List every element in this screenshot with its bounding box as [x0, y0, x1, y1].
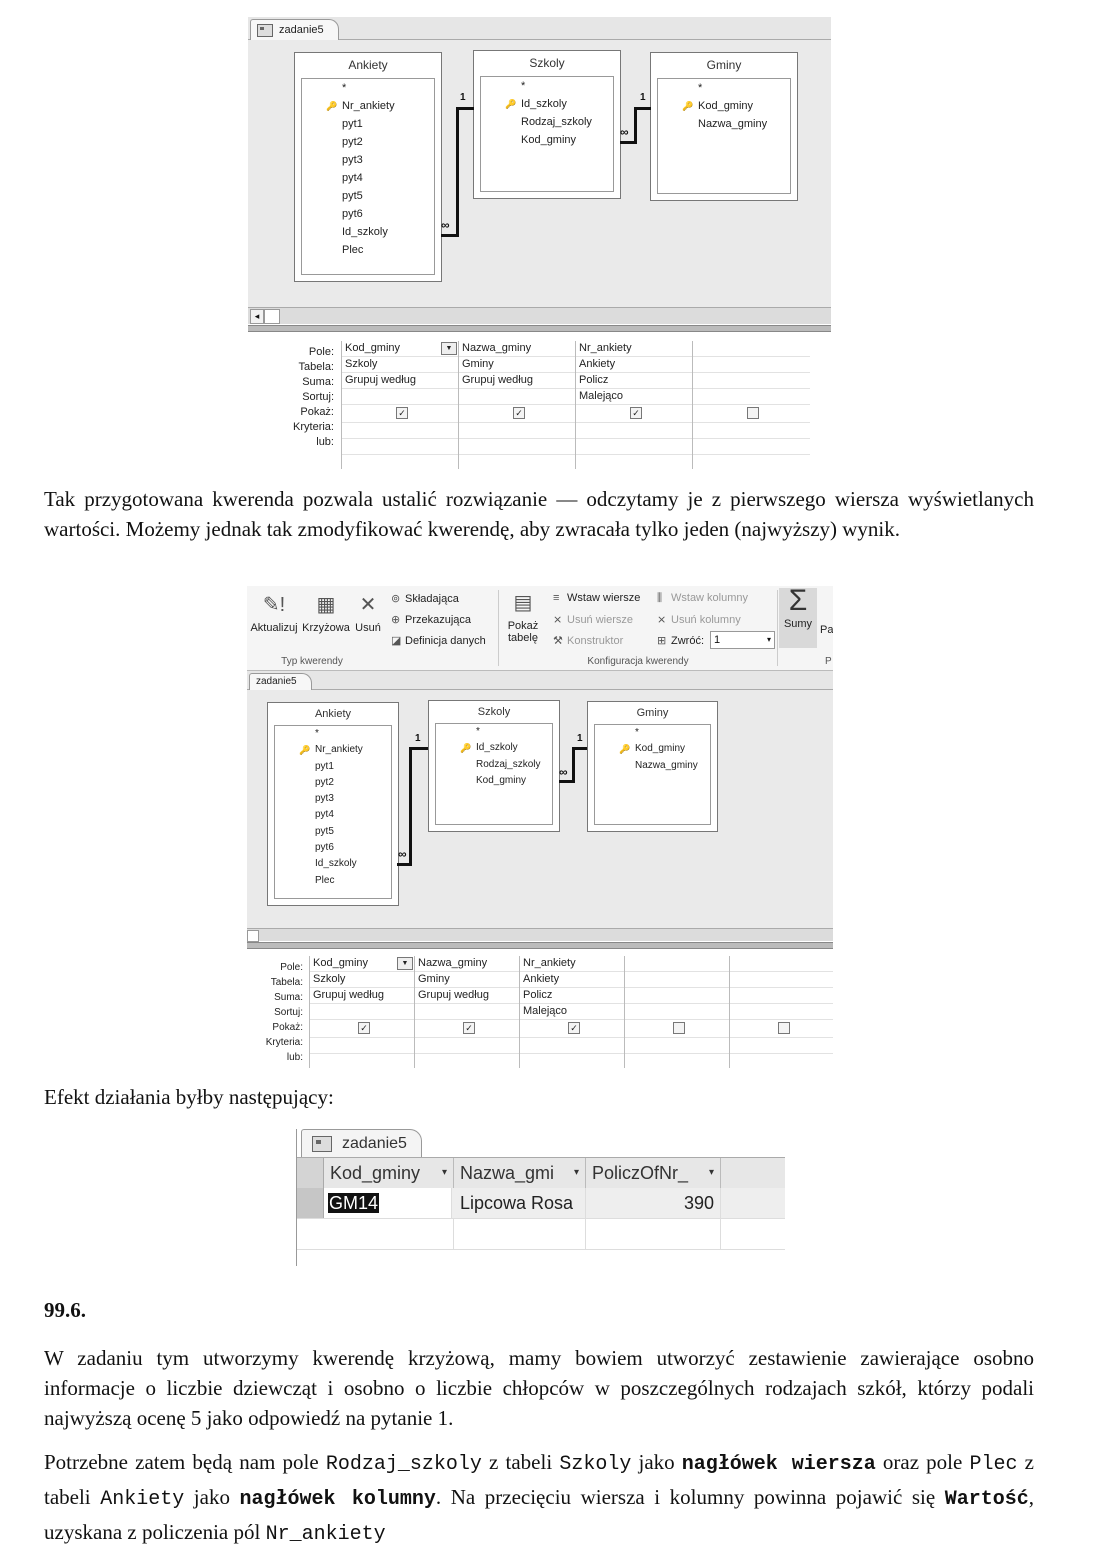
- scroll-thumb[interactable]: [264, 309, 280, 324]
- grid-cell-suma[interactable]: Grupuj według: [342, 373, 459, 389]
- grid-cell-kryteria[interactable]: [342, 423, 459, 439]
- query-type-group-label: Typ kwerendy: [281, 656, 343, 667]
- grid-cell-sortuj[interactable]: Malejąco: [576, 389, 693, 405]
- paragraph-2: Efekt działania byłby następujący:: [44, 1085, 334, 1109]
- grid-cell-sortuj[interactable]: [693, 389, 810, 405]
- query-result-datasheet: [296, 1129, 785, 1266]
- table-gminy[interactable]: [587, 701, 718, 832]
- grid-cell-tabela[interactable]: Szkoly: [342, 357, 459, 373]
- field-item[interactable]: pyt1: [342, 118, 363, 130]
- grid-cell-pole[interactable]: Kod_gminy ▼: [342, 341, 459, 357]
- definition-icon: ◪: [391, 635, 402, 647]
- grid-cell-kryteria[interactable]: [625, 1038, 730, 1054]
- grid-cell-pokaz: [342, 407, 459, 423]
- query-icon: [257, 24, 273, 37]
- grid-icon: ▦: [316, 594, 336, 616]
- primary-key-field[interactable]: 🔑 Kod_gminy: [658, 97, 790, 115]
- relationship-line: [559, 780, 573, 783]
- builder-button[interactable]: ⚒ Konstruktor: [553, 635, 624, 647]
- grid-cell-pokaz: [730, 1022, 833, 1038]
- relationship-many-label: ∞: [441, 218, 450, 232]
- cell-kod-gminy[interactable]: GM14: [324, 1188, 452, 1218]
- grid-row-label: Tabela:: [270, 977, 303, 988]
- table-design-area[interactable]: [248, 40, 831, 307]
- insert-columns-button[interactable]: ⫼ Wstaw kolumny: [657, 592, 749, 604]
- query-grid: [247, 956, 833, 1068]
- grid-row-labels: [248, 345, 338, 450]
- grid-cell-suma[interactable]: [693, 373, 810, 389]
- document-tab-bar: [247, 671, 833, 690]
- field-item[interactable]: pyt2: [315, 776, 334, 788]
- grid-cell-pokaz: [459, 407, 576, 423]
- grid-cell-sortuj[interactable]: [415, 1004, 520, 1020]
- grid-cell-pokaz: [693, 407, 810, 423]
- table-gminy[interactable]: [650, 52, 798, 201]
- primary-key-field[interactable]: 🔑 Kod_gminy: [595, 741, 710, 757]
- select-all-cell[interactable]: [297, 1158, 324, 1188]
- grid-cell-lub[interactable]: [310, 1054, 415, 1068]
- chevron-down-icon[interactable]: ▼: [397, 957, 413, 970]
- column-header-policz[interactable]: PoliczOfNr_ ▾: [586, 1158, 721, 1188]
- grid-cell-pole[interactable]: [693, 341, 810, 357]
- cell-nazwa-gminy[interactable]: Lipcowa Rosa: [454, 1188, 586, 1218]
- delete-query-button[interactable]: ✕ Usuń: [355, 594, 381, 634]
- delete-rows-icon: ⨯: [553, 614, 563, 626]
- scroll-left-icon[interactable]: ◂: [250, 309, 264, 324]
- data-definition-button[interactable]: ◪ Definicja danych: [391, 635, 486, 647]
- grid-cell-suma[interactable]: Policz: [520, 988, 625, 1004]
- insert-rows-icon: ≡: [553, 592, 560, 604]
- document-tab-bar: [248, 17, 831, 40]
- field-item[interactable]: pyt6: [315, 842, 334, 854]
- grid-cell-kryteria[interactable]: [693, 423, 810, 439]
- grid-cell-sortuj[interactable]: [625, 1004, 730, 1020]
- grid-cell-sortuj[interactable]: [342, 389, 459, 405]
- table-title: Szkoly: [477, 706, 511, 718]
- grid-cell-lub[interactable]: [576, 455, 693, 469]
- grid-row-label: Pole:: [280, 962, 303, 973]
- table-row[interactable]: [297, 1188, 785, 1219]
- chevron-down-icon[interactable]: ▾: [573, 1167, 579, 1178]
- grid-cell-sortuj[interactable]: [730, 1004, 833, 1020]
- show-checkbox[interactable]: ✓: [513, 407, 525, 419]
- primary-key-field[interactable]: 🔑 Nr_ankiety: [275, 742, 391, 758]
- primary-key-field[interactable]: 🔑 Id_szkoly: [481, 95, 613, 113]
- field-item[interactable]: Id_szkoly: [342, 226, 388, 238]
- grid-row-label: Pole:: [308, 346, 334, 358]
- grid-cell-pokaz: [520, 1022, 625, 1038]
- relationship-one-label: 1: [640, 92, 646, 103]
- show-checkbox[interactable]: ✓: [463, 1022, 475, 1034]
- field-item[interactable]: Rodzaj_szkoly: [521, 116, 592, 128]
- field-item[interactable]: Id_szkoly: [315, 858, 357, 870]
- insert-rows-button[interactable]: ≡ Wstaw wiersze: [553, 592, 641, 604]
- all-fields-item[interactable]: *: [635, 727, 639, 738]
- grid-cell-tabela[interactable]: [730, 972, 833, 988]
- show-checkbox[interactable]: ✓: [396, 407, 408, 419]
- table-szkoly[interactable]: [428, 700, 560, 832]
- section-number: 99.6.: [44, 1298, 86, 1322]
- grid-row-label: Kryteria:: [293, 421, 334, 433]
- field-item[interactable]: pyt5: [342, 190, 363, 202]
- grid-cell-lub[interactable]: [415, 1054, 520, 1068]
- grid-column[interactable]: [414, 956, 520, 1068]
- grid-row-label: Sortuj:: [302, 391, 334, 403]
- grid-cell-pole[interactable]: Kod_gminy ▼: [310, 956, 415, 972]
- table-icon: ▤: [513, 592, 533, 614]
- all-fields-item[interactable]: *: [698, 82, 703, 94]
- all-fields-item[interactable]: *: [521, 80, 526, 92]
- grid-cell-tabela[interactable]: [625, 972, 730, 988]
- ribbon: [247, 586, 833, 671]
- field-item[interactable]: pyt1: [315, 760, 334, 772]
- show-checkbox[interactable]: [673, 1022, 685, 1034]
- document-tab[interactable]: zadanie5: [249, 673, 312, 690]
- grid-row-label: Suma:: [274, 992, 303, 1003]
- field-item[interactable]: Nazwa_gminy: [698, 118, 768, 130]
- paragraph-1: Tak przygotowana kwerenda pozwala ustalić rozwiązanie — odczytamy je z pierwszego wiersza wyświetlanych wartości. Możemy jednak tak zmodyfikować kwerendę, aby zwracała tylko jeden (najwyższy) wynik.: [44, 487, 1034, 541]
- grid-row-label: Pokaż:: [272, 1022, 303, 1033]
- update-query-button[interactable]: ✎! Aktualizuj: [250, 594, 298, 634]
- relationship-line: [441, 234, 457, 237]
- grid-cell-kryteria[interactable]: [310, 1038, 415, 1054]
- show-checkbox[interactable]: ✓: [630, 407, 642, 419]
- grid-cell-suma[interactable]: Policz: [576, 373, 693, 389]
- result-tab[interactable]: zadanie5: [301, 1129, 422, 1158]
- field-item[interactable]: Rodzaj_szkoly: [476, 758, 541, 770]
- primary-key-field[interactable]: 🔑 Nr_ankiety: [302, 97, 434, 115]
- grid-column[interactable]: [729, 956, 833, 1068]
- passthrough-query-button[interactable]: ⊕ Przekazująca: [391, 614, 472, 626]
- paragraph-4: Potrzebne zatem będą nam pole Rodzaj_szkoly z tabeli Szkoly jako nagłówek wiersza oraz pole Plec z tabeli Ankiety jako nagłówek kolumny. Na przecięciu wiersza i kolumny powinna pojawić się Wartość, uzyskana z policzenia pól Nr_ankiety: [44, 1450, 1035, 1546]
- grid-cell-pole[interactable]: [625, 956, 730, 972]
- grid-cell-tabela[interactable]: Ankiety: [520, 972, 625, 988]
- field-item[interactable]: pyt3: [342, 154, 363, 166]
- document-tab-label: zadanie5: [279, 24, 324, 36]
- grid-cell-tabela[interactable]: Szkoly: [310, 972, 415, 988]
- datasheet-header-row: [297, 1157, 785, 1188]
- grid-cell-lub[interactable]: [459, 455, 576, 469]
- grid-cell-pokaz: [625, 1022, 730, 1038]
- table-title: Ankiety: [348, 58, 388, 72]
- row-selector[interactable]: [297, 1188, 324, 1218]
- grid-cell-pokaz: [310, 1022, 415, 1038]
- grid-cell-tabela[interactable]: Gminy: [415, 972, 520, 988]
- chevron-down-icon[interactable]: ▼: [441, 342, 457, 355]
- grid-cell-kryteria[interactable]: [730, 1038, 833, 1054]
- column-header-kod-gminy[interactable]: Kod_gminy ▾: [324, 1158, 454, 1188]
- chevron-down-icon[interactable]: ▾: [441, 1167, 447, 1178]
- column-header-nazwa-gminy[interactable]: Nazwa_gmi ▾: [454, 1158, 586, 1188]
- paragraph-3: W zadaniu tym utworzymy kwerendę krzyżową, mamy bowiem utworzyć zestawienie zawierające osobno informacje o liczbie dziewcząt i osobno o liczbie chłopców w poszczególnych rodzajach szkół, którzy podali najwyższą ocenę 5 jako odpowiedź na pytanie 1.: [44, 1346, 1034, 1430]
- show-checkbox[interactable]: ✓: [568, 1022, 580, 1034]
- grid-cell-sortuj[interactable]: [310, 1004, 415, 1020]
- return-icon: ⊞: [657, 635, 667, 647]
- new-record-row[interactable]: [297, 1219, 785, 1250]
- table-title: Szkoly: [529, 56, 565, 70]
- query-design-screenshot-2: [247, 586, 833, 1068]
- grid-column[interactable]: [624, 956, 730, 1068]
- grid-cell-suma[interactable]: Grupuj według: [310, 988, 415, 1004]
- scroll-thumb[interactable]: [247, 930, 259, 942]
- grid-row-label: Tabela:: [298, 361, 334, 373]
- query-design-screenshot-1: [248, 17, 831, 469]
- field-item[interactable]: pyt5: [315, 825, 334, 837]
- field-item[interactable]: pyt4: [342, 172, 363, 184]
- delete-rows-button[interactable]: ⨯ Usuń wiersze: [553, 614, 634, 626]
- table-title: Gminy: [636, 707, 669, 719]
- table-title: Ankiety: [314, 708, 352, 720]
- relationship-one-label: 1: [460, 92, 466, 103]
- grid-cell-lub[interactable]: [730, 1054, 833, 1068]
- grid-row-label: Pokaż:: [300, 406, 334, 418]
- primary-key-field[interactable]: 🔑 Id_szkoly: [436, 740, 552, 756]
- table-ankiety[interactable]: [267, 702, 399, 906]
- field-item[interactable]: pyt2: [342, 136, 363, 148]
- grid-cell-lub[interactable]: [693, 439, 810, 455]
- show-checkbox[interactable]: ✓: [358, 1022, 370, 1034]
- query-grid: [248, 341, 831, 469]
- field-item[interactable]: pyt6: [342, 208, 363, 220]
- pencil-icon: ✎!: [262, 594, 286, 616]
- show-checkbox[interactable]: [747, 407, 759, 419]
- chevron-down-icon[interactable]: ▾: [708, 1167, 714, 1178]
- query-icon: [312, 1136, 332, 1152]
- sigma-icon: Σ: [788, 586, 808, 617]
- grid-cell-suma[interactable]: Grupuj według: [415, 988, 520, 1004]
- insert-columns-icon: ⫼: [657, 592, 663, 604]
- grid-cell-tabela[interactable]: [693, 357, 810, 373]
- field-item[interactable]: pyt3: [315, 793, 334, 805]
- pane-splitter[interactable]: [248, 325, 831, 332]
- grid-cell-kryteria[interactable]: [520, 1038, 625, 1054]
- pane-splitter[interactable]: [247, 942, 833, 949]
- grid-row-label: Sortuj:: [274, 1007, 303, 1018]
- grid-cell-pole[interactable]: Nr_ankiety: [576, 341, 693, 357]
- grid-cell-kryteria[interactable]: [415, 1038, 520, 1054]
- totals-button[interactable]: Σ Sumy: [779, 588, 817, 648]
- grid-cell-suma[interactable]: [625, 988, 730, 1004]
- builder-icon: ⚒: [553, 635, 563, 647]
- grid-column[interactable]: [519, 956, 625, 1068]
- all-fields-item[interactable]: *: [476, 726, 480, 737]
- query-setup-group-label: Konfiguracja kwerendy: [587, 656, 689, 667]
- grid-column[interactable]: [575, 341, 693, 469]
- grid-cell-lub[interactable]: [459, 439, 576, 455]
- grid-column[interactable]: [341, 341, 459, 469]
- grid-cell-pole[interactable]: Nazwa_gminy: [415, 956, 520, 972]
- grid-row-labels: [247, 960, 307, 1065]
- grid-column[interactable]: [458, 341, 576, 469]
- parameters-button-cut[interactable]: Pa: [820, 624, 833, 636]
- cell-count[interactable]: 390: [586, 1188, 721, 1218]
- grid-cell-pokaz: [415, 1022, 520, 1038]
- all-fields-item[interactable]: *: [342, 82, 347, 94]
- grid-cell-lub[interactable]: [342, 455, 459, 469]
- union-query-button[interactable]: ⊚ Składająca: [391, 593, 459, 605]
- grid-row-label: lub:: [286, 1052, 303, 1063]
- grid-row-label: lub:: [316, 436, 334, 448]
- grid-cell-kryteria[interactable]: [576, 423, 693, 439]
- table-title: Gminy: [706, 58, 742, 72]
- grid-cell-pole[interactable]: [730, 956, 833, 972]
- return-label: ⊞ Zwróć:: [657, 635, 704, 647]
- all-fields-item[interactable]: *: [315, 728, 319, 739]
- field-item[interactable]: pyt4: [315, 809, 334, 821]
- grid-cell-sortuj[interactable]: Malejąco: [520, 1004, 625, 1020]
- relationship-many-label: ∞: [620, 125, 629, 139]
- grid-row-label: Kryteria:: [265, 1037, 303, 1048]
- delete-columns-button[interactable]: ⨯ Usuń kolumny: [657, 614, 741, 626]
- grid-cell-lub[interactable]: [342, 439, 459, 455]
- grid-cell-lub[interactable]: [693, 455, 810, 469]
- document-tab[interactable]: [250, 19, 339, 40]
- field-item[interactable]: Kod_gminy: [476, 774, 527, 786]
- grid-cell-pole[interactable]: Nazwa_gminy: [459, 341, 576, 357]
- crosstab-query-button[interactable]: ▦ Krzyżowa: [302, 594, 350, 634]
- grid-cell-suma[interactable]: [730, 988, 833, 1004]
- grid-cell-tabela[interactable]: Gminy: [459, 357, 576, 373]
- field-item[interactable]: Plec: [342, 244, 364, 256]
- table-ankiety[interactable]: [294, 52, 442, 282]
- grid-cell-lub[interactable]: [576, 439, 693, 455]
- table-design-area[interactable]: Ankiety * 🔑 Nr_ankiety pyt1 pyt2 pyt3 pyt4 pyt5 pyt6 Id_szkoly Plec Szkoly * 🔑 Id_szkoly Rodzaj_szkoly Kod_gminy Gminy * 🔑 Kod_gminy Nazwa_gminy 1 ∞ 1 ∞: [247, 690, 833, 928]
- union-icon: ⊚: [391, 593, 401, 605]
- grid-cell-pokaz: [576, 407, 693, 423]
- horizontal-scrollbar[interactable]: [248, 307, 831, 324]
- grid-cell-lub[interactable]: [520, 1054, 625, 1068]
- group-label-cut: P: [825, 656, 832, 667]
- return-select[interactable]: 1 ▾: [710, 631, 775, 649]
- delete-icon: ✕: [359, 594, 377, 616]
- field-item[interactable]: Kod_gminy: [521, 134, 577, 146]
- field-item[interactable]: Plec: [315, 874, 335, 886]
- grid-cell-pole[interactable]: Nr_ankiety: [520, 956, 625, 972]
- chevron-down-icon: ▾: [766, 635, 771, 644]
- grid-cell-tabela[interactable]: Ankiety: [576, 357, 693, 373]
- delete-columns-icon: ⨯: [657, 614, 667, 626]
- globe-icon: ⊕: [391, 614, 401, 626]
- grid-cell-kryteria[interactable]: [459, 423, 576, 439]
- horizontal-scrollbar[interactable]: [247, 928, 833, 941]
- show-checkbox[interactable]: [778, 1022, 790, 1034]
- grid-cell-suma[interactable]: Grupuj według: [459, 373, 576, 389]
- show-table-button[interactable]: ▤ Pokaż tabelę: [507, 592, 539, 644]
- field-item[interactable]: Nazwa_gminy: [635, 759, 698, 771]
- grid-cell-lub[interactable]: [625, 1054, 730, 1068]
- table-szkoly[interactable]: [473, 50, 621, 199]
- grid-cell-sortuj[interactable]: [459, 389, 576, 405]
- grid-row-label: Suma:: [302, 376, 334, 388]
- grid-column[interactable]: [309, 956, 415, 1068]
- grid-column[interactable]: [692, 341, 810, 469]
